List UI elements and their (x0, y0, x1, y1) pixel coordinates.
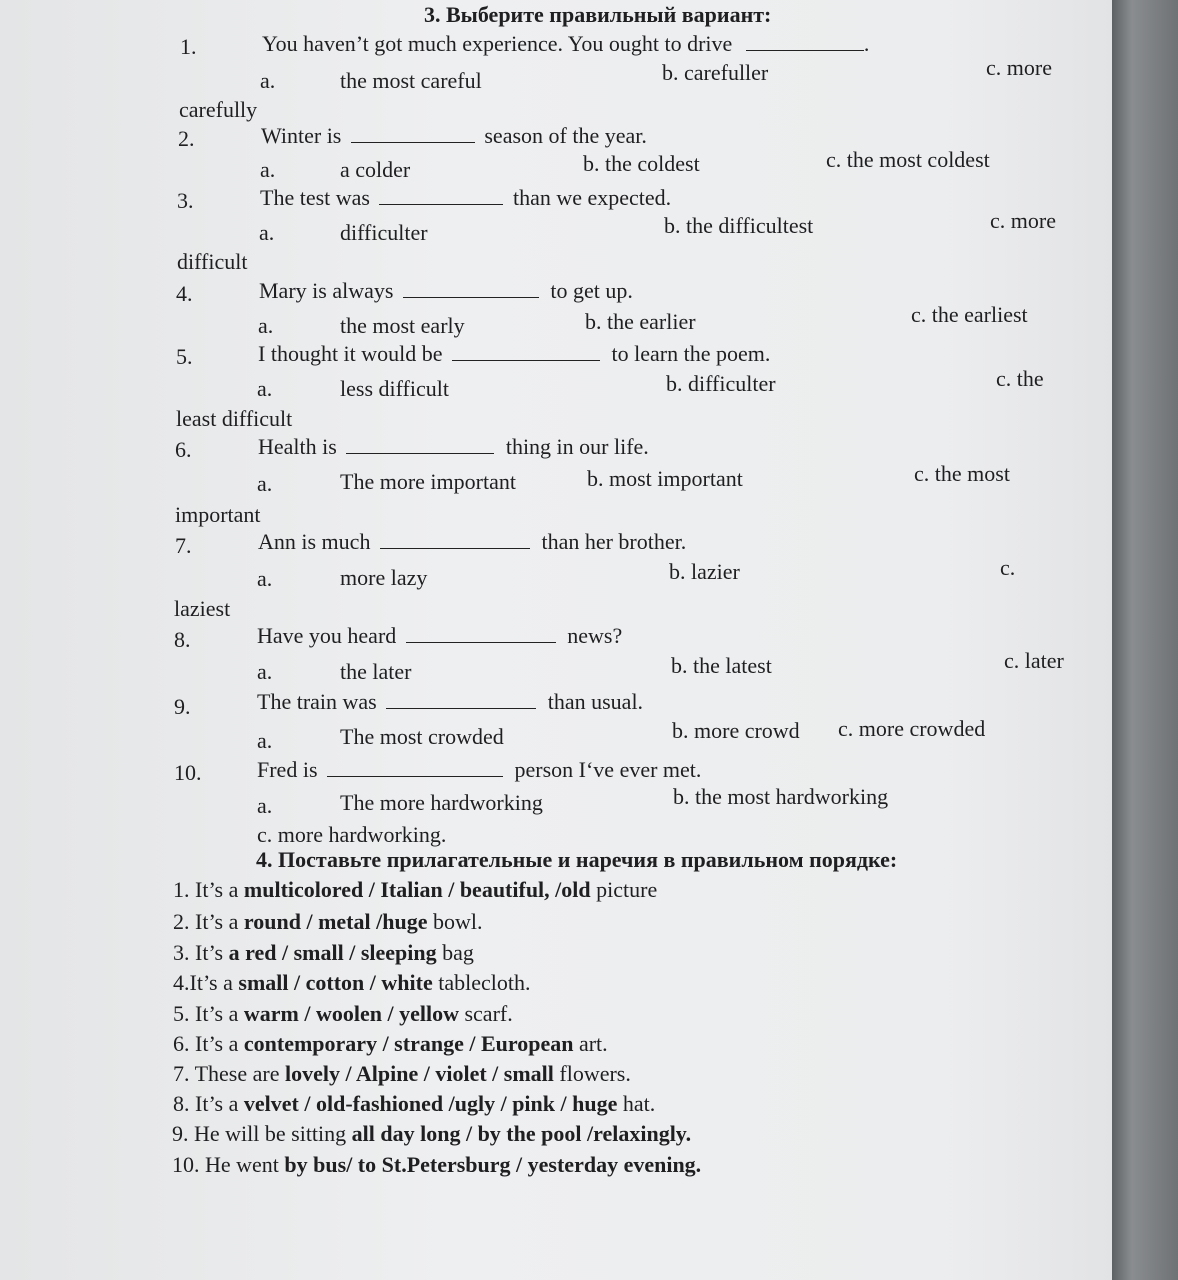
section4-item-prefix: 6. It’s a (173, 1031, 244, 1056)
q10-option-b: b. the most hardworking (673, 784, 889, 809)
section4-item-words: velvet / old-fashioned /ugly / pink / huge (243, 1091, 618, 1116)
q1-text (262, 30, 869, 57)
q3-text (260, 184, 671, 211)
q5-post: to learn the poem. (611, 341, 771, 366)
q1-blank (746, 30, 864, 51)
q6-option-c: c. the most (914, 461, 1010, 486)
section4-item (173, 1031, 608, 1057)
q6-option-a: The more important (340, 469, 516, 494)
q4-option-a: the most early (340, 313, 465, 338)
section4-item (173, 940, 474, 966)
q5-a-label: a. (257, 376, 273, 401)
q1-stem: You haven’t got much experience. You ought to drive (262, 31, 733, 56)
q7-option-c: c. (1000, 555, 1016, 580)
q8-option-b: b. the latest (671, 653, 772, 678)
q3-option-a: difficulter (340, 220, 428, 245)
q4-number: 4. (176, 281, 193, 306)
q6-blank (346, 433, 494, 454)
section4-item (173, 909, 482, 935)
section4-item-noun: scarf. (458, 1001, 513, 1026)
q5-blank (452, 340, 600, 361)
q7-option-b: b. lazier (669, 559, 740, 584)
q7-a-label: a. (257, 566, 273, 591)
section4-heading: 4. Поставьте прилагательные и наречия в правильном порядке: (256, 847, 898, 872)
q3-post: than we expected. (512, 185, 672, 210)
q1-option-c: c. more (986, 55, 1052, 80)
section4-item-noun: hat. (617, 1091, 656, 1116)
section4-item (173, 1091, 655, 1117)
q2-number: 2. (178, 126, 195, 151)
q7-pre: Ann is much (258, 529, 371, 554)
q5-pre: I thought it would be (258, 341, 443, 366)
section4-item-noun: art. (573, 1031, 608, 1056)
q4-option-c: c. the earliest (911, 302, 1028, 327)
q4-option-b: b. the earlier (585, 309, 696, 334)
section4-item-prefix: 1. It’s a (173, 877, 244, 902)
q6-text (258, 433, 649, 460)
q8-blank (406, 622, 556, 643)
q5-option-b: b. difficulter (666, 371, 776, 396)
q3-number: 3. (177, 188, 194, 213)
q1-option-a: the most careful (340, 68, 482, 93)
q3-pre: The test was (260, 185, 370, 210)
section3-heading: 3. Выберите правильный вариант: (424, 2, 772, 27)
q2-option-a: a colder (340, 157, 411, 182)
section4-item-words: small / cotton / white (238, 970, 433, 995)
q4-pre: Mary is always (259, 278, 394, 303)
q6-a-label: a. (257, 471, 273, 496)
q8-post: news? (567, 623, 623, 648)
q7-number: 7. (175, 533, 192, 558)
q7-post: than her brother. (541, 529, 687, 554)
q5-text (258, 340, 770, 367)
q9-text (257, 688, 643, 715)
section4-item-prefix: 9. He will be sitting (172, 1121, 352, 1146)
q9-post: than usual. (547, 689, 644, 714)
q1-end: . (863, 31, 870, 56)
q4-blank (403, 277, 539, 298)
q2-post: season of the year. (484, 123, 647, 148)
q1-option-c-cont: carefully (179, 97, 258, 122)
q4-text (259, 277, 633, 304)
section4-item-words: round / metal /huge (243, 909, 428, 934)
section4-item-words: all day long / by the pool /relaxingly. (351, 1121, 692, 1146)
section4-item-words: a red / small / sleeping (228, 940, 437, 965)
q2-blank (351, 122, 475, 143)
q9-option-a: The most crowded (340, 724, 504, 749)
q3-blank (379, 184, 503, 205)
q9-a-label: a. (257, 728, 273, 753)
q3-option-b: b. the difficultest (664, 213, 814, 238)
section4-item-noun: bowl. (427, 909, 483, 934)
q10-text (257, 756, 701, 783)
q3-a-label: a. (259, 220, 275, 245)
q2-pre: Winter is (261, 123, 342, 148)
section4-item-prefix: 4.It’s a (173, 970, 239, 995)
q10-pre: Fred is (257, 757, 318, 782)
q6-pre: Health is (258, 434, 337, 459)
section4-item (172, 1152, 701, 1178)
q9-number: 9. (174, 694, 191, 719)
q2-option-c: c. the most coldest (826, 147, 990, 172)
q1-number: 1. (180, 34, 197, 59)
section4-item-prefix: 5. It’s a (173, 1001, 244, 1026)
q10-a-label: a. (257, 793, 273, 818)
section4-item-words: lovely / Alpine / violet / small (285, 1061, 554, 1086)
q1-option-b: b. carefuller (662, 60, 769, 85)
q7-blank (380, 528, 530, 549)
section4-item (173, 1061, 631, 1087)
section4-item-words: multicolored / Italian / beautiful, /old (243, 877, 591, 902)
section4-item (172, 1121, 691, 1147)
q5-option-a: less difficult (340, 376, 449, 401)
section4-item-prefix: 7. These are (173, 1061, 285, 1086)
q2-option-b: b. the coldest (583, 151, 700, 176)
section4-item-prefix: 8. It’s a (173, 1091, 244, 1116)
q8-number: 8. (174, 627, 191, 652)
q3-option-c: c. more (990, 208, 1056, 233)
q9-option-c: c. more crowded (838, 716, 986, 741)
q10-option-a: The more hardworking (340, 790, 543, 815)
q5-number: 5. (176, 344, 193, 369)
q7-text (258, 528, 686, 555)
section4-item-prefix: 3. It’s (173, 940, 229, 965)
q8-pre: Have you heard (257, 623, 397, 648)
section4-item-noun: flowers. (553, 1061, 631, 1086)
section4-item-words: contemporary / strange / European (243, 1031, 574, 1056)
q10-option-c: c. more hardworking. (257, 822, 447, 847)
q6-option-c-cont: important (175, 502, 261, 527)
q2-a-label: a. (260, 157, 276, 182)
q2-text (261, 122, 647, 149)
q10-post: person I‘ve ever met. (514, 757, 702, 782)
q8-option-c: c. later (1004, 648, 1064, 673)
q4-post: to get up. (550, 278, 633, 303)
section4-item (173, 877, 657, 903)
q10-blank (327, 756, 503, 777)
q10-number: 10. (174, 760, 202, 785)
section4-item-noun: picture (590, 877, 658, 902)
q6-number: 6. (175, 437, 192, 462)
q9-option-b: b. more crowd (672, 718, 800, 743)
q8-option-a: the later (340, 659, 412, 684)
q8-text (257, 622, 622, 649)
section4-item-noun: tablecloth. (432, 970, 531, 995)
q9-pre: The train was (257, 689, 377, 714)
section4-item-words: warm / woolen / yellow (243, 1001, 459, 1026)
q7-option-c-cont: laziest (174, 596, 231, 621)
q1-a-label: a. (260, 68, 276, 93)
q4-a-label: a. (258, 313, 274, 338)
q6-option-b: b. most important (587, 466, 743, 491)
q3-option-c-cont: difficult (177, 249, 248, 274)
section4-item-prefix: 2. It’s a (173, 909, 244, 934)
section4-item (173, 1001, 513, 1027)
section4-item-noun: bag (436, 940, 474, 965)
q5-option-c: c. the (996, 366, 1044, 391)
section4-item (173, 970, 530, 996)
section4-item-words: by bus/ to St.Petersburg / yesterday evening. (284, 1152, 702, 1177)
section4-item-prefix: 10. He went (172, 1152, 285, 1177)
q6-post: thing in our life. (505, 434, 649, 459)
page-edge-background (1112, 0, 1178, 1280)
q9-blank (386, 688, 536, 709)
q5-option-c-cont: least difficult (176, 406, 293, 431)
q8-a-label: a. (257, 659, 273, 684)
q7-option-a: more lazy (340, 565, 428, 590)
